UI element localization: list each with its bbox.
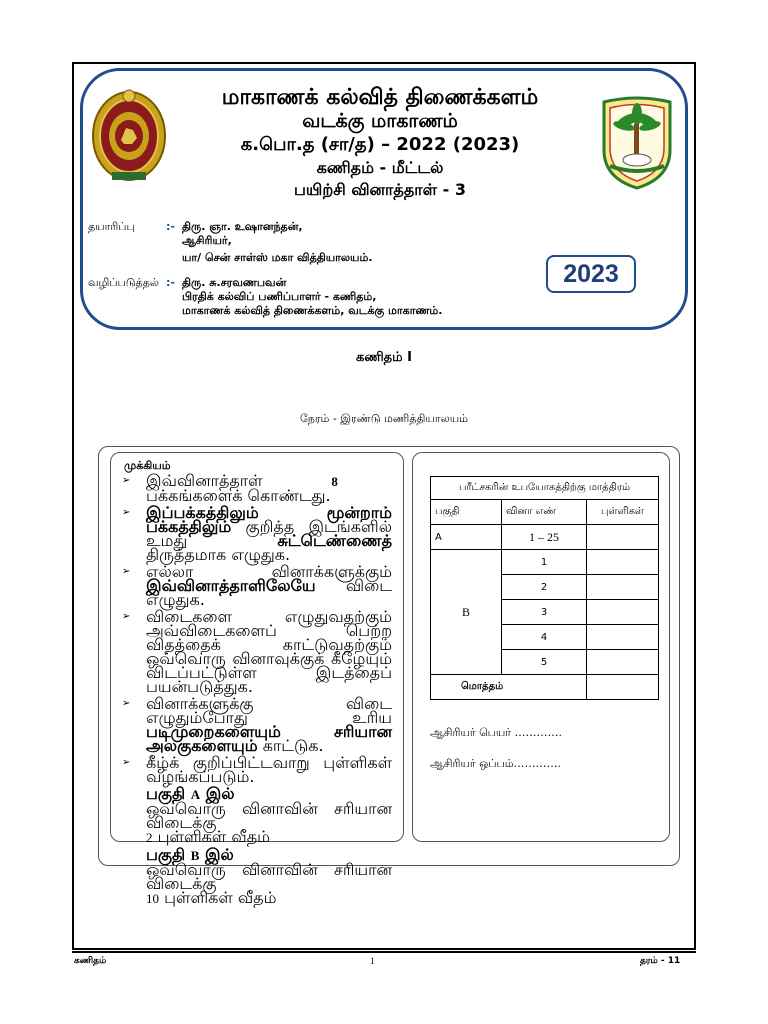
table-row (431, 500, 659, 525)
prepared-line: யா/ சென் சாள்ஸ் மகா வித்தியாலயம். (182, 251, 373, 264)
part-b-heading: பகுதி B இல் (146, 845, 234, 864)
marks-input-cell[interactable] (587, 625, 659, 650)
list-item: ➢ விடைகளை எழுதுவதற்கும் அவ்விடைகளைப் பெற்ற விதத்தைக் காட்டுவதற்கும் ஒவ்வொரு வினாவுக்குக் கீழேயும் விடப்பட்டுள்ள இடத்தைப் பயன்படுத்துக. (122, 607, 392, 696)
marks-input-cell[interactable] (587, 650, 659, 675)
part-b-text: ஒவ்வொரு வினாவின் சரியான விடைக்கு (146, 860, 392, 893)
prepared-separator: :- (166, 220, 175, 233)
paper-title: பயிற்சி வினாத்தாள் - 3 (294, 180, 466, 199)
header-titles (150, 86, 610, 201)
teacher-name-field: ஆசிரியர் பெயர் …………. (430, 726, 563, 739)
footer-grade: தரம் - 11 (640, 956, 681, 966)
question-range-cell: 1 – 25 (502, 525, 587, 550)
footer-subject: கணிதம் (74, 956, 107, 966)
arrow-bullet-icon: ➢ (122, 757, 131, 768)
question-number-cell: 1 (502, 550, 587, 575)
list-item: ➢ எல்லா வினாக்களுக்கும் இவ்வினாத்தாளிலேயே விடை எழுதுக. (122, 562, 392, 609)
column-header: வினா எண் (502, 500, 587, 525)
footer-divider (72, 951, 696, 953)
arrow-bullet-icon: ➢ (122, 507, 131, 518)
marks-input-cell[interactable] (587, 525, 659, 550)
table-row (431, 525, 659, 550)
paper-subject: கணிதம் I (356, 350, 412, 365)
part-b-points: 10 புள்ளிகள் வீதம் (146, 888, 277, 907)
part-a-text: ஒவ்வொரு வினாவின் சரியான விடைக்கு (146, 799, 392, 832)
table-row (431, 550, 659, 575)
instructions-list (120, 471, 392, 909)
list-item: ➢ வினாக்களுக்கு விடை எழுதும்போது உரிய படிமுறைகளையும் சரியான அலகுகளையும் காட்டுக. (122, 694, 392, 755)
subject-title: கணிதம் - மீட்டல் (316, 158, 444, 177)
footer-page-number: 1 (370, 956, 375, 966)
list-item: ➢ கீழ்க் குறிப்பிட்டவாறு புள்ளிகள் வழங்கப்படும். பகுதி A இல் ஒவ்வொரு வினாவின் சரியான விடைக்கு 2 புள்ளிகள் வீதம் பகுதி B இல் ஒவ்வொரு வினாவின் சரியான விடைக்கு 10 புள்ளிகள் வீதம் (122, 753, 392, 907)
prepared-label: தயாரிப்பு (88, 220, 135, 233)
marks-input-cell[interactable] (587, 575, 659, 600)
marks-input-cell[interactable] (587, 600, 659, 625)
guided-line: பிரதிக் கல்விப் பணிப்பாளர் - கணிதம், (182, 290, 377, 303)
total-input-cell[interactable] (587, 675, 659, 700)
part-a-points: 2 புள்ளிகள் வீதம் (146, 827, 270, 846)
arrow-bullet-icon: ➢ (122, 475, 131, 486)
guided-separator: :- (166, 276, 175, 289)
exam-title: க.பொ.த (சா/த) – 2022 (2023) (240, 134, 520, 155)
prepared-line: திரு. ஞா. உஷானந்தன், (182, 220, 303, 233)
total-label-cell: மொத்தம் (431, 675, 587, 700)
prepared-line: ஆசிரியர், (182, 234, 232, 247)
list-item: ➢ இப்பக்கத்திலும் மூன்றாம் பக்கத்திலும் குறித்த இடங்களில் உமது சுட்டெண்ணைத் திருத்தமாக எழுதுக. (122, 503, 392, 564)
part-cell: B (431, 550, 502, 675)
guided-line: திரு. சு.சரவணபவன் (182, 276, 287, 289)
instructions-title: முக்கியம் (124, 459, 171, 472)
province-title: வடக்கு மாகாணம் (302, 110, 458, 132)
guided-label: வழிப்படுத்தல் (88, 276, 160, 289)
marks-table-title: பரீட்சகரின் உபயோகத்திற்கு மாத்திரம் (431, 477, 659, 500)
question-number-cell: 4 (502, 625, 587, 650)
column-header: புள்ளிகள் (587, 500, 659, 525)
year-badge: 2023 (546, 255, 636, 293)
part-cell: A (431, 525, 502, 550)
question-number-cell: 5 (502, 650, 587, 675)
department-title: மாகாணக் கல்வித் திணைக்களம் (221, 85, 539, 110)
marks-table (430, 476, 659, 700)
table-row (431, 477, 659, 500)
marks-input-cell[interactable] (587, 550, 659, 575)
arrow-bullet-icon: ➢ (122, 566, 131, 577)
part-a-heading: பகுதி A இல் (146, 784, 235, 803)
question-number-cell: 2 (502, 575, 587, 600)
table-row (431, 675, 659, 700)
arrow-bullet-icon: ➢ (122, 611, 131, 622)
arrow-bullet-icon: ➢ (122, 698, 131, 709)
column-header: பகுதி (431, 500, 502, 525)
teacher-signature-field: ஆசிரியர் ஒப்பம்…………. (430, 757, 562, 770)
list-item: ➢ இவ்வினாத்தாள் 8 பக்கங்களைக் கொண்டது. (122, 471, 338, 505)
question-number-cell: 3 (502, 600, 587, 625)
time-allowed: நேரம் - இரண்டு மணித்தியாலயம் (299, 412, 469, 425)
guided-line: மாகாணக் கல்வித் திணைக்களம், வடக்கு மாகாணம். (182, 304, 443, 317)
